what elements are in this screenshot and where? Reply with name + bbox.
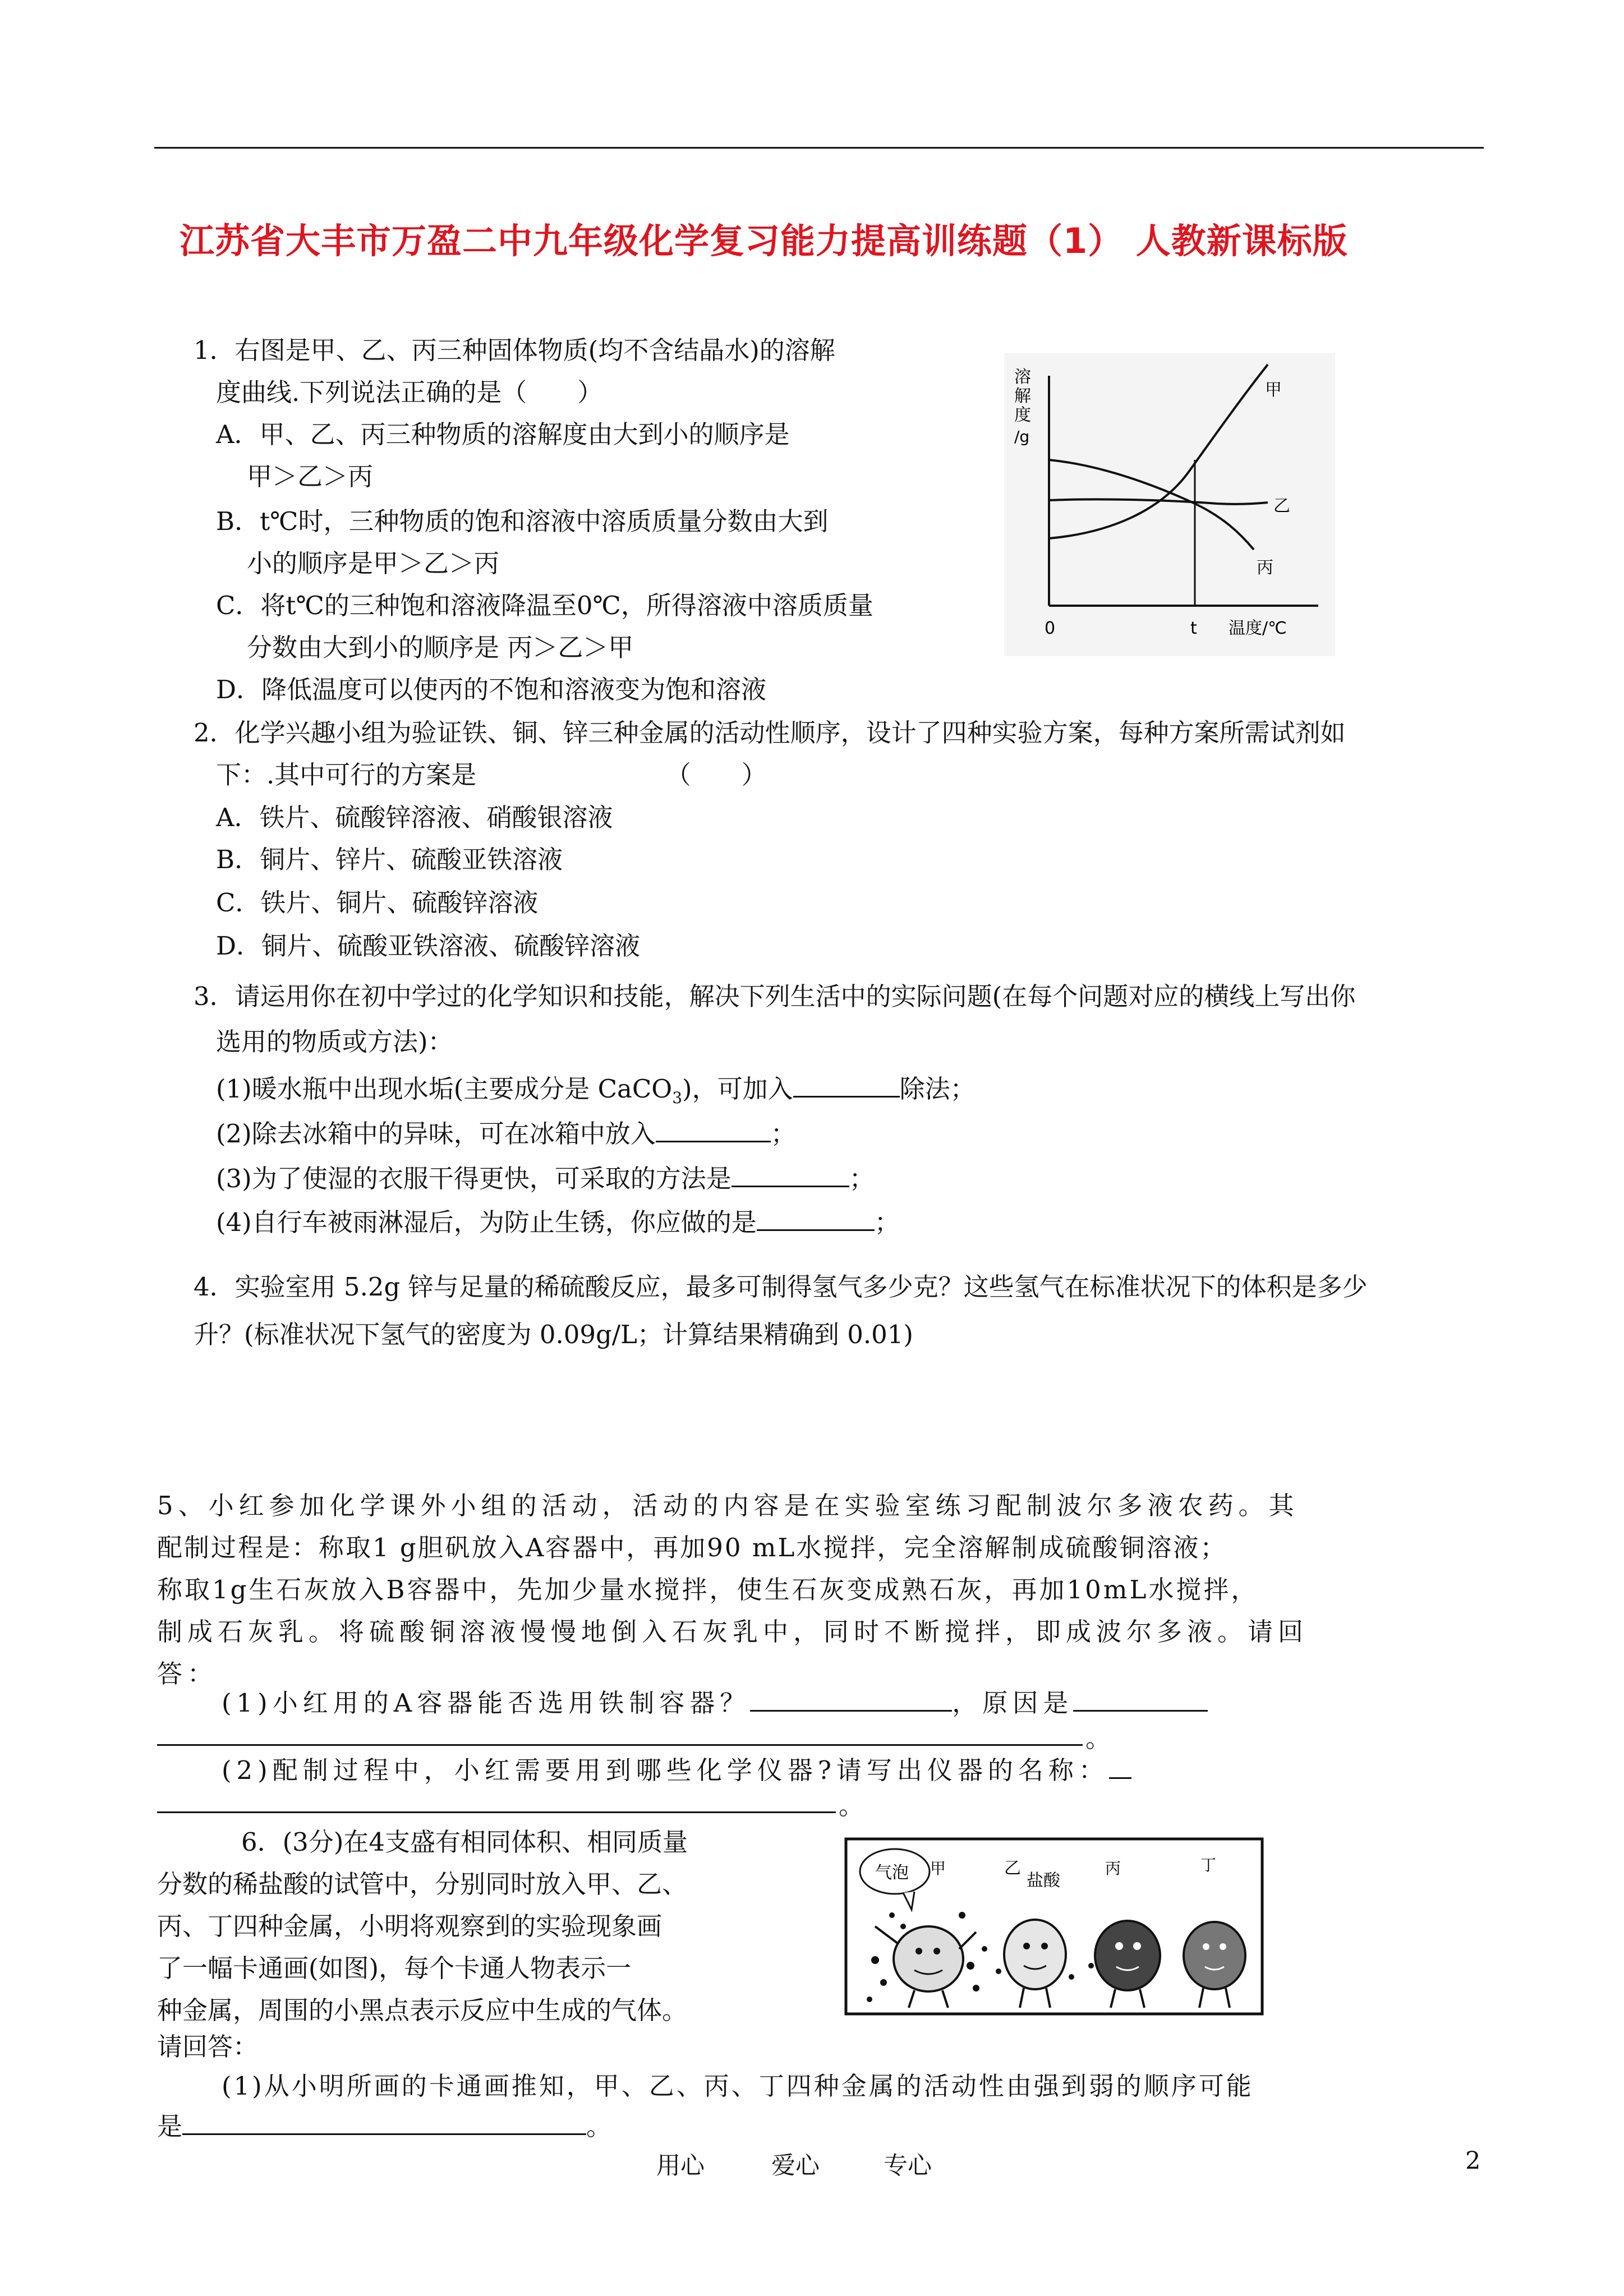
header-rule: [154, 147, 1484, 149]
q5-sub-2-end: 。: [839, 1791, 864, 1820]
q4-line-1: 4．实验室用 5.2g 锌与足量的稀硫酸反应，最多可制得氢气多少克？这些氢气在标准状况下的体积是多少: [194, 1272, 1368, 1302]
t-tick-label: t: [1190, 619, 1197, 638]
q3-part-1-text: (1)暖水瓶中出现水垢(主要成分是 CaCO: [216, 1074, 673, 1104]
q3-stem-line-2: 选用的物质或方法)：: [216, 1027, 453, 1057]
q3-part-1-mid: )，可加入: [682, 1074, 793, 1104]
metals-cartoon-figure: [841, 1831, 1268, 2022]
q5-line-3: 称取1g生石灰放入B容器中，先加少量水搅拌，使生石灰变成熟石灰，再加10mL水搅拌，: [157, 1575, 1259, 1605]
metal-character-yi: [996, 1920, 1074, 2008]
q1-option-a-line-1: A．甲、乙、丙三种物质的溶解度由大到小的顺序是: [216, 419, 790, 449]
q3-part-3-end: ；: [849, 1164, 875, 1193]
q6-sub-1-blank[interactable]: [182, 2109, 586, 2135]
q1-stem-line-1: 1．右图是甲、乙、丙三种固体物质(均不含结晶水)的溶解: [194, 335, 835, 365]
origin-label: 0: [1045, 619, 1056, 638]
footer-word-2: 爱心: [771, 2152, 820, 2180]
q3-part-4-blank[interactable]: [757, 1205, 875, 1231]
q1-option-d: D．降低温度可以使丙的不饱和溶液变为饱和溶液: [216, 675, 767, 704]
q1-stem-line-2: 度曲线.下列说法正确的是（ ）: [216, 377, 603, 407]
metal-character-bing: [1088, 1921, 1160, 2008]
q2-option-c: C．铁片、铜片、硫酸锌溶液: [216, 888, 539, 918]
footer-word-1: 用心: [656, 2152, 705, 2180]
q3-part-1-subscript: 3: [672, 1089, 683, 1107]
q6-sub-1-prefix: 是: [157, 2111, 183, 2141]
q3-part-1: [216, 1071, 976, 1115]
q5-sub-2-text: (2)配制过程中，小红需要用到哪些化学仪器?请写出仪器的名称：: [222, 1755, 1109, 1785]
q3-part-2-blank[interactable]: [656, 1116, 771, 1142]
y-axis-label-1: 溶: [1014, 367, 1031, 387]
q5-sub-2: [222, 1753, 1131, 1787]
q4-line-2: 升？(标准状况下氢气的密度为 0.09g/L；计算结果精确到 0.01): [194, 1320, 913, 1349]
q5-sub-2-blank-2[interactable]: [157, 1811, 836, 1813]
q1-option-b-line-1: B．t℃时，三种物质的饱和溶液中溶质质量分数由大到: [216, 506, 829, 536]
curve-label-jia: 甲: [1265, 380, 1282, 400]
q1-option-c-line-1: C．将t℃的三种饱和溶液降温至0℃，所得溶液中溶质质量: [216, 591, 873, 620]
page-number: 2: [1465, 2147, 1481, 2175]
label-yi: 乙: [1004, 1859, 1021, 1878]
q6-sub-1-line-2: [157, 2109, 611, 2143]
speech-bubble-tail: [903, 1892, 914, 1910]
q5-sub-1-blank-3[interactable]: [157, 1744, 1083, 1746]
label-jia: 甲: [930, 1859, 946, 1878]
q1-option-a-line-2: 甲＞乙＞丙: [247, 462, 374, 491]
q6-line-4: 了一幅卡通画(如图)，每个卡通人物表示一: [157, 1953, 632, 1983]
q2-option-b: B．铜片、锌片、硫酸亚铁溶液: [216, 845, 563, 874]
q5-sub-1-mid: ，原因是: [952, 1688, 1074, 1718]
q5-line-4: 制成石灰乳。将硫酸铜溶液慢慢地倒入石灰乳中，同时不断搅拌，即成波尔多液。请回: [157, 1617, 1309, 1647]
q3-part-2-end: ；: [770, 1119, 796, 1149]
q3-stem-line-1: 3．请运用你在初中学过的化学知识和技能，解决下列生活中的实际问题(在每个问题对应的横线上写出你: [194, 981, 1356, 1011]
curve-label-yi: 乙: [1273, 496, 1290, 516]
q3-part-4: [216, 1205, 900, 1239]
q2-stem-line-1: 2．化学兴趣小组为验证铁、铜、锌三种金属的活动性顺序，设计了四种实验方案，每种方案所需试剂如: [194, 718, 1346, 748]
metal-character-ding: [1184, 1922, 1245, 2008]
curve-label-bing: 丙: [1257, 558, 1273, 578]
y-axis-label-2: 解: [1014, 386, 1031, 406]
q3-part-1-end: 除法；: [899, 1074, 976, 1104]
q6-line-3: 丙、丁四种金属，小明将观察到的实验现象画: [157, 1911, 663, 1941]
q2-stem-line-2: 下：.其中可行的方案是 （ ）: [216, 760, 767, 790]
q2-option-a: A．铁片、硫酸锌溶液、硝酸银溶液: [216, 803, 613, 832]
q6-line-5: 种金属，周围的小黑点表示反应中生成的气体。: [157, 1995, 688, 2025]
q5-sub-1-blank-2[interactable]: [1073, 1685, 1208, 1712]
x-axis-label: 温度/℃: [1229, 619, 1287, 638]
q5-line-1: 5、小红参加化学课外小组的活动，活动的内容是在实验室练习配制波尔多液农药。其: [157, 1491, 1299, 1520]
y-axis-label-3: 度: [1014, 405, 1031, 425]
solubility-curve-figure: [1004, 353, 1335, 656]
q5-sub-2-blank-1[interactable]: [1109, 1753, 1131, 1779]
label-acid: 盐酸: [1027, 1871, 1060, 1891]
q3-part-2: [216, 1116, 796, 1151]
q3-part-4-text: (4)自行车被雨淋湿后，为防止生锈，你应做的是: [216, 1207, 757, 1237]
q3-part-3: [216, 1161, 875, 1196]
q3-part-4-end: ；: [874, 1207, 900, 1237]
q6-line-6: 请回答：: [157, 2032, 259, 2062]
q3-part-3-text: (3)为了使湿的衣服干得更快，可采取的方法是: [216, 1164, 732, 1193]
q5-sub-1-end: 。: [1085, 1723, 1111, 1753]
q6-sub-1-end: 。: [586, 2111, 612, 2141]
q1-option-b-line-2: 小的顺序是甲＞乙＞丙: [247, 548, 500, 578]
q5-line-2: 配制过程是：称取1 g胆矾放入A容器中，再加90 mL水搅拌，完全溶解制成硫酸铜溶液；: [157, 1533, 1227, 1562]
label-bing: 丙: [1105, 1859, 1121, 1878]
bubble-label: 气泡: [875, 1863, 909, 1883]
q5-line-5: 答：: [157, 1659, 218, 1689]
metal-character-jia: [875, 1926, 976, 2008]
footer-word-3: 专心: [884, 2152, 932, 2180]
q3-part-3-blank[interactable]: [732, 1161, 849, 1187]
y-axis-label-4: /g: [1014, 427, 1030, 446]
q3-part-2-text: (2)除去冰箱中的异味，可在冰箱中放入: [216, 1119, 656, 1149]
q6-line-1: 6．(3分)在4支盛有相同体积、相同质量: [241, 1827, 688, 1857]
q6-line-2: 分数的稀盐酸的试管中，分别同时放入甲、乙、: [157, 1869, 688, 1899]
q5-sub-1-blank-1[interactable]: [750, 1685, 952, 1712]
q3-part-1-blank[interactable]: [793, 1071, 900, 1098]
q1-option-c-line-2: 分数由大到小的顺序是 丙＞乙＞甲: [247, 633, 634, 662]
label-ding: 丁: [1200, 1856, 1217, 1874]
q6-sub-1-line-1: (1)从小明所画的卡通画推知，甲、乙、丙、丁四种金属的活动性由强到弱的顺序可能: [222, 2071, 1254, 2101]
q5-sub-1-text: (1)小红用的A容器能否选用铁制容器？: [222, 1688, 751, 1718]
q5-sub-1: [222, 1685, 1208, 1720]
page-title: 江苏省大丰市万盈二中九年级化学复习能力提高训练题（1） 人教新课标版: [180, 220, 1348, 261]
q2-option-d: D．铜片、硫酸亚铁溶液、硫酸锌溶液: [216, 931, 641, 961]
